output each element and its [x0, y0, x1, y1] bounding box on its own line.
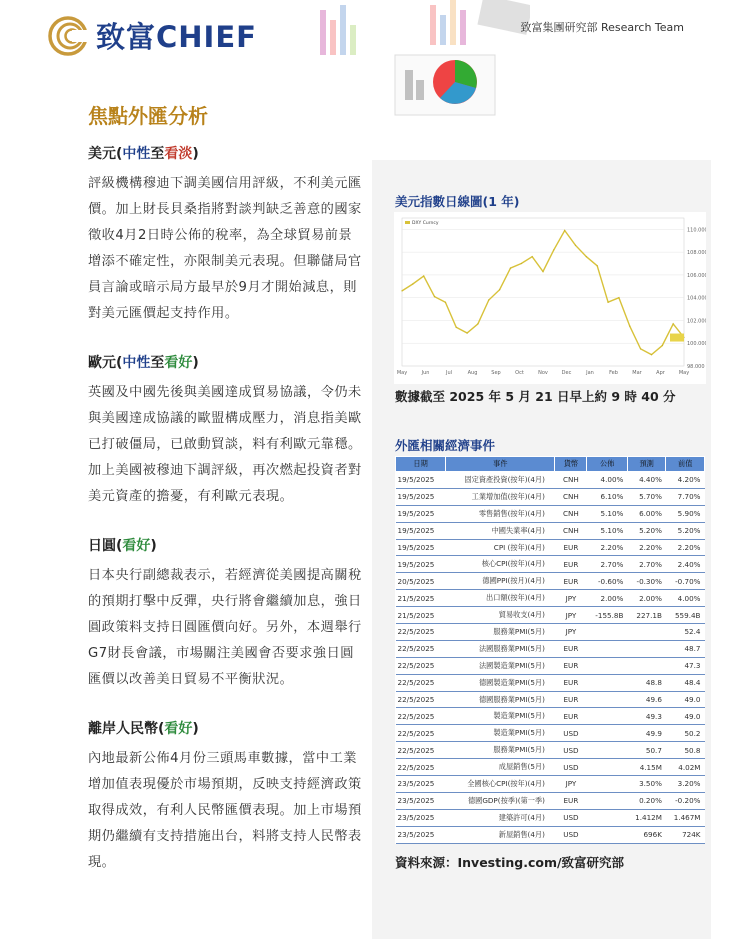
dxy-point	[423, 275, 424, 276]
table-cell: 19/5/2025	[396, 488, 446, 505]
table-cell: 5.90%	[666, 505, 705, 522]
events-header-cell: 事件	[446, 457, 555, 472]
table-cell: 出口額(按年)(4月)	[446, 590, 555, 607]
table-row	[396, 556, 705, 573]
rating-to: 看好	[164, 721, 193, 737]
table-row	[396, 607, 705, 624]
table-cell: CNH	[555, 522, 587, 539]
table-cell: 19/5/2025	[396, 505, 446, 522]
table-cell: -0.60%	[587, 573, 627, 590]
table-row	[396, 573, 705, 590]
table-row	[396, 742, 705, 759]
dxy-point	[662, 345, 663, 346]
x-tick-label: Jun	[421, 370, 430, 376]
table-cell: USD	[555, 725, 587, 742]
dxy-point	[434, 296, 435, 297]
table-cell: 1.467M	[666, 809, 705, 826]
currency-name: 日圓	[88, 538, 116, 554]
dxy-point	[673, 323, 674, 324]
dxy-chart-svg	[394, 212, 706, 384]
table-row	[396, 691, 705, 708]
table-row	[396, 472, 705, 489]
rating-to: 看淡	[164, 146, 193, 162]
table-cell: 4.00%	[587, 472, 627, 489]
dxy-point	[651, 354, 652, 355]
table-cell: JPY	[555, 624, 587, 641]
table-cell: 48.8	[627, 674, 666, 691]
table-cell: 7.70%	[666, 488, 705, 505]
currency-commentary: 日本央行副總裁表示，若經濟從美國提高關稅的預期打擊中反彈，央行將會繼續加息，強日圓政策料支持日圓匯價向好。另外，本週舉行G7財長會議，市場關注美國會否要求強日圓匯價以改善美日貿易不平衡狀況。	[88, 568, 362, 687]
table-cell: 22/5/2025	[396, 708, 446, 725]
rating-to: 看好	[122, 538, 151, 554]
currency-name: 離岸人民幣	[88, 721, 158, 737]
table-row	[396, 657, 705, 674]
table-cell: 成屋銷售(5月)	[446, 759, 555, 776]
table-cell: 德國PPI(按月)(4月)	[446, 573, 555, 590]
legend-swatch	[405, 221, 410, 224]
table-cell: 德國服務業PMI(5月)	[446, 691, 555, 708]
table-cell: 貿易收支(4月)	[446, 607, 555, 624]
table-row	[396, 776, 705, 793]
currency-cnh	[88, 718, 364, 876]
table-cell: 4.40%	[627, 472, 666, 489]
x-tick-label: Jan	[586, 370, 594, 376]
table-cell: 23/5/2025	[396, 776, 446, 793]
table-cell: CNH	[555, 472, 587, 489]
table-cell: 2.70%	[627, 556, 666, 573]
table-cell: 22/5/2025	[396, 657, 446, 674]
events-header-cell: 公佈	[587, 457, 627, 472]
x-tick-label: Sep	[491, 370, 501, 376]
table-cell: 服務業PMI(5月)	[446, 742, 555, 759]
table-cell	[587, 776, 627, 793]
dxy-point	[401, 290, 402, 291]
table-cell: 48.4	[666, 674, 705, 691]
table-cell: JPY	[555, 590, 587, 607]
x-tick-label: Oct	[515, 370, 524, 376]
table-cell	[587, 708, 627, 725]
x-tick-label: Feb	[609, 370, 618, 376]
table-row	[396, 708, 705, 725]
table-cell: 48.7	[666, 640, 705, 657]
table-cell: 5.20%	[666, 522, 705, 539]
currency-heading: 美元(中性至看淡)	[88, 146, 199, 162]
table-cell	[587, 826, 627, 843]
table-cell: -155.8B	[587, 607, 627, 624]
table-cell	[627, 640, 666, 657]
table-cell: EUR	[555, 792, 587, 809]
table-cell: -0.70%	[666, 573, 705, 590]
table-row	[396, 488, 705, 505]
table-cell: 工業增加值(按年)(4月)	[446, 488, 555, 505]
y-tick-label: 106.000	[687, 272, 706, 279]
table-cell: 服務業PMI(5月)	[446, 624, 555, 641]
table-cell: EUR	[555, 657, 587, 674]
dxy-point	[586, 256, 587, 257]
table-cell: 建築許可(4月)	[446, 809, 555, 826]
dxy-point	[607, 302, 608, 303]
table-cell: EUR	[555, 691, 587, 708]
dxy-point	[521, 263, 522, 264]
table-cell: 2.20%	[627, 539, 666, 556]
table-cell: EUR	[555, 640, 587, 657]
dxy-point	[532, 256, 533, 257]
logo-swirl-icon	[48, 16, 88, 56]
chart-plot-area	[402, 218, 684, 366]
table-cell: 49.6	[627, 691, 666, 708]
logo-text: 致富CHIEF	[96, 20, 257, 54]
dxy-point	[640, 348, 641, 349]
rating-from: 中性	[122, 355, 151, 371]
table-cell: 52.4	[666, 624, 705, 641]
y-tick-label: 110.000	[687, 227, 706, 234]
table-cell: USD	[555, 809, 587, 826]
table-cell: 21/5/2025	[396, 607, 446, 624]
currency-commentary: 英國及中國先後與美國達成貿易協議，令仍未與美國達成協議的歐盟構成壓力，消息指美歐已打破僵局，已啟動貿談，料有利歐元靠穩。加上美國被穆迪下調評級，再次燃起投資者對美元資產的擔憂，有利歐元表現。	[88, 385, 362, 504]
table-cell: 559.4B	[666, 607, 705, 624]
table-cell: 5.10%	[587, 505, 627, 522]
table-cell: 22/5/2025	[396, 759, 446, 776]
company-logo	[48, 15, 257, 56]
dxy-chart	[394, 212, 706, 384]
table-cell: 22/5/2025	[396, 640, 446, 657]
table-row	[396, 539, 705, 556]
table-row	[396, 624, 705, 641]
table-row	[396, 725, 705, 742]
x-tick-label: Aug	[467, 370, 478, 376]
table-cell: 724K	[666, 826, 705, 843]
currency-eur	[88, 352, 364, 510]
table-row	[396, 809, 705, 826]
table-cell: USD	[555, 826, 587, 843]
table-cell: USD	[555, 759, 587, 776]
x-tick-label: Mar	[632, 370, 642, 376]
table-cell: 2.40%	[666, 556, 705, 573]
table-row	[396, 640, 705, 657]
table-cell: 製造業PMI(5月)	[446, 708, 555, 725]
table-cell: 核心CPI(按年)(4月)	[446, 556, 555, 573]
table-cell: 20/5/2025	[396, 573, 446, 590]
dxy-point	[466, 332, 467, 333]
analysis-column	[88, 100, 364, 901]
dxy-point	[488, 299, 489, 300]
table-cell: 696K	[627, 826, 666, 843]
table-cell: 4.15M	[627, 759, 666, 776]
table-cell	[627, 657, 666, 674]
currency-name: 美元	[88, 146, 116, 162]
table-cell: 1.412M	[627, 809, 666, 826]
table-cell: 47.3	[666, 657, 705, 674]
table-cell: 49.0	[666, 708, 705, 725]
table-cell: USD	[555, 742, 587, 759]
table-cell: 德國GDP(按季)(第一季)	[446, 792, 555, 809]
table-cell: 4.00%	[666, 590, 705, 607]
dxy-point	[618, 297, 619, 298]
table-cell	[587, 809, 627, 826]
y-tick-label: 104.000	[687, 295, 706, 302]
x-tick-label: May	[396, 370, 408, 376]
table-cell: EUR	[555, 573, 587, 590]
table-cell: 23/5/2025	[396, 809, 446, 826]
dxy-point	[629, 326, 630, 327]
table-cell: 50.2	[666, 725, 705, 742]
dxy-point	[553, 249, 554, 250]
table-cell	[587, 674, 627, 691]
table-cell: 22/5/2025	[396, 742, 446, 759]
table-row	[396, 759, 705, 776]
table-cell: 2.00%	[627, 590, 666, 607]
table-cell: 製造業PMI(5月)	[446, 725, 555, 742]
table-row	[396, 522, 705, 539]
y-tick-label: 102.000	[687, 318, 706, 325]
dxy-point	[575, 245, 576, 246]
table-cell: EUR	[555, 674, 587, 691]
table-cell: 22/5/2025	[396, 624, 446, 641]
table-cell: JPY	[555, 776, 587, 793]
table-cell: JPY	[555, 607, 587, 624]
table-cell: 23/5/2025	[396, 792, 446, 809]
events-header-cell: 預測	[627, 457, 666, 472]
table-cell: 21/5/2025	[396, 590, 446, 607]
table-row	[396, 826, 705, 843]
legend-label: DXY Curncy	[412, 221, 439, 226]
table-cell: 4.20%	[666, 472, 705, 489]
table-cell: 中國失業率(4月)	[446, 522, 555, 539]
dxy-point	[597, 265, 598, 266]
table-cell: 22/5/2025	[396, 725, 446, 742]
y-tick-label: 100.000	[687, 341, 706, 348]
table-cell: EUR	[555, 708, 587, 725]
table-cell: 全國核心CPI(按年)(4月)	[446, 776, 555, 793]
x-tick-label: Nov	[538, 370, 548, 376]
table-cell: 19/5/2025	[396, 472, 446, 489]
currency-heading: 日圓(看好)	[88, 538, 157, 554]
table-cell: 零售銷售(按年)(4月)	[446, 505, 555, 522]
table-cell: 50.8	[666, 742, 705, 759]
table-cell: 2.70%	[587, 556, 627, 573]
currency-commentary: 評級機構穆迪下調美國信用評級，不利美元匯價。加上財長貝桑指將對談判缺乏善意的國家徵收4月2日時公佈的稅率，為全球貿易前景增添不確定性，亦限制美元表現。但聯儲局官員言論或暗示局方最早於9月才開始減息，則對美元匯價起支持作用。	[88, 176, 362, 321]
table-row	[396, 505, 705, 522]
dxy-point	[510, 267, 511, 268]
events-header-cell: 前值	[666, 457, 705, 472]
table-cell: 22/5/2025	[396, 674, 446, 691]
currency-heading: 離岸人民幣(看好)	[88, 721, 199, 737]
y-tick-label: 108.000	[687, 250, 706, 257]
table-cell: 德國製造業PMI(5月)	[446, 674, 555, 691]
chart-title: 美元指數日線圖(1 年)	[395, 194, 520, 209]
table-cell: 法國製造業PMI(5月)	[446, 657, 555, 674]
research-team-label: 致富集團研究部 Research Team	[520, 21, 684, 34]
table-cell: 22/5/2025	[396, 691, 446, 708]
table-cell: 2.20%	[666, 539, 705, 556]
table-cell: EUR	[555, 539, 587, 556]
table-cell	[587, 792, 627, 809]
table-cell	[587, 691, 627, 708]
dxy-point	[499, 289, 500, 290]
table-row	[396, 674, 705, 691]
events-header-cell: 貨幣	[555, 457, 587, 472]
events-table	[395, 456, 705, 844]
table-cell: 4.02M	[666, 759, 705, 776]
dxy-point	[456, 327, 457, 328]
dxy-point	[445, 302, 446, 303]
table-cell: 0.20%	[627, 792, 666, 809]
currency-jpy	[88, 535, 364, 693]
table-cell: 2.20%	[587, 539, 627, 556]
table-row	[396, 590, 705, 607]
chart-caption: 數據截至 2025 年 5 月 21 日早上約 9 時 40 分	[395, 389, 676, 404]
currency-heading: 歐元(中性至看好)	[88, 355, 199, 371]
rating-to: 看好	[164, 355, 193, 371]
dxy-point	[477, 323, 478, 324]
table-cell	[587, 725, 627, 742]
table-cell: 5.10%	[587, 522, 627, 539]
table-cell: 5.70%	[627, 488, 666, 505]
table-cell: 2.00%	[587, 590, 627, 607]
x-tick-label: Apr	[656, 370, 665, 376]
table-cell: -0.20%	[666, 792, 705, 809]
table-cell: 23/5/2025	[396, 826, 446, 843]
source-note: 資料來源：Investing.com/致富研究部	[395, 855, 625, 870]
table-cell	[587, 657, 627, 674]
dxy-point	[564, 230, 565, 231]
table-cell: EUR	[555, 556, 587, 573]
table-cell: 49.9	[627, 725, 666, 742]
currency-usd	[88, 143, 364, 327]
table-cell	[587, 624, 627, 641]
table-cell: CNH	[555, 505, 587, 522]
dxy-point	[412, 283, 413, 284]
table-cell: 6.10%	[587, 488, 627, 505]
currency-commentary: 內地最新公佈4月份三頭馬車數據，當中工業增加值表現優於市場預期，反映支持經濟政策取得成效，有利人民幣匯價表現。加上市場預期仍繼續有支持措施出台，料將支持人民幣表現。	[88, 751, 362, 870]
last-value-marker	[670, 334, 684, 342]
table-cell	[587, 742, 627, 759]
table-cell: 19/5/2025	[396, 522, 446, 539]
table-cell	[587, 759, 627, 776]
table-cell	[587, 640, 627, 657]
currency-name: 歐元	[88, 355, 116, 371]
x-tick-label: Dec	[561, 370, 572, 376]
table-cell: 49.3	[627, 708, 666, 725]
table-cell: 新屋銷售(4月)	[446, 826, 555, 843]
table-cell: 3.20%	[666, 776, 705, 793]
table-cell: CNH	[555, 488, 587, 505]
x-tick-label: Jul	[445, 370, 453, 376]
table-cell	[627, 624, 666, 641]
table-cell: 19/5/2025	[396, 556, 446, 573]
table-cell: 50.7	[627, 742, 666, 759]
y-tick-label: 98.000	[687, 364, 705, 370]
events-title: 外匯相關經濟事件	[395, 438, 496, 453]
dxy-point	[542, 271, 543, 272]
x-tick-label: May	[678, 370, 690, 376]
table-cell: -0.30%	[627, 573, 666, 590]
table-cell: 6.00%	[627, 505, 666, 522]
events-header-cell: 日期	[396, 457, 446, 472]
rating-from: 中性	[122, 146, 151, 162]
table-cell: 19/5/2025	[396, 539, 446, 556]
table-cell: 227.1B	[627, 607, 666, 624]
table-row	[396, 792, 705, 809]
table-cell: 5.20%	[627, 522, 666, 539]
table-cell: 法國服務業PMI(5月)	[446, 640, 555, 657]
section-title: 焦點外匯分析	[88, 104, 208, 128]
table-cell: CPI (按年)(4月)	[446, 539, 555, 556]
table-cell: 49.0	[666, 691, 705, 708]
table-cell: 3.50%	[627, 776, 666, 793]
table-cell: 固定資產投資(按年)(4月)	[446, 472, 555, 489]
